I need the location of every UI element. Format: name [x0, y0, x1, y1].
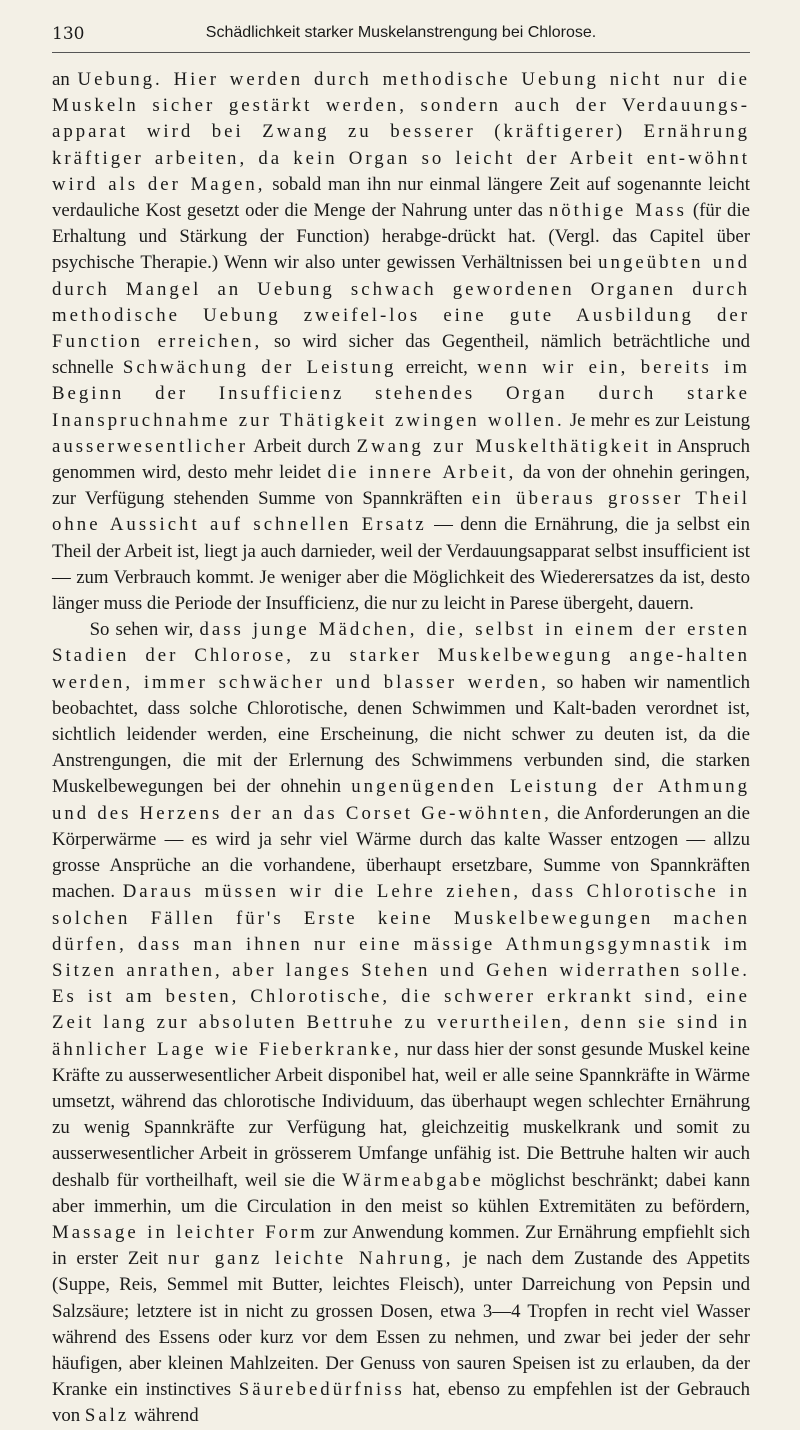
text-run: während: [129, 1405, 199, 1427]
text-run: möglichst beschränkt; dabei kann aber immerhin, um die Circulation in den meist so kühlen Extremitäten zu befördern,: [52, 1169, 750, 1217]
page-header: [52, 22, 750, 53]
paragraph-1: [52, 67, 750, 617]
emphasized-text: ungenügenden Leistung der Athmung und des Herzens der an das Corset Ge-wöhnten,: [52, 776, 750, 824]
text-run: Arbeit durch: [248, 435, 357, 457]
text-run: So sehen wir,: [89, 619, 200, 641]
emphasized-text: Salz: [84, 1405, 130, 1427]
body-text: [52, 67, 750, 1430]
text-run: so haben wir namentlich beobachtet, dass solche Chlorotische, denen Schwimmen und Kalt-baden verordnet ist, sichtlich leidender werden, eine Erscheinung, die nicht schwer zu deuten ist, da die Anstrengungen, die mit der Erlernung des Schwimmens verbunden sind, die starken Muskelbewegungen bei der ohnehin: [52, 671, 750, 798]
text-run: die Anforderungen an die Körperwärme — es wird ja sehr viel Wärme durch das kalte Wasser entzogen — allzu grosse Ansprüche an die vorhandene, überhaupt ersetzbare, Summe von Spannkräften machen.: [52, 802, 750, 903]
emphasized-text: nöthige Mass: [548, 200, 687, 222]
emphasized-text: ein überaus grosser Theil ohne Aussicht auf schnellen Ersatz: [52, 488, 750, 536]
emphasized-text: die innere Arbeit,: [327, 462, 517, 484]
emphasized-text: Säurebedürfniss: [238, 1379, 405, 1401]
text-run: zur Anwendung kommen. Zur Ernährung empfiehlt sich in erster Zeit: [52, 1221, 751, 1270]
text-run: hat, ebenso zu empfehlen ist der Gebrauch von: [52, 1379, 750, 1427]
running-title: Schädlichkeit starker Muskelanstrengung bei Chlorose.: [205, 24, 597, 41]
emphasized-text: wenn wir ein, bereits im Beginn der Insufficienz stehendes Organ durch starke Inanspruchnahme zur Thätigkeit zwingen wollen.: [52, 357, 751, 431]
emphasized-text: ungeübten und durch Mangel an Uebung schwach gewordenen Organen durch methodische Uebung zweifel-los eine gute Ausbildung der Function erreichen,: [52, 252, 750, 353]
text-run: da von der ohnehin geringen, zur Verfügung stehenden Summe von Spannkräften: [52, 462, 750, 510]
text-run: so wird sicher das Gegentheil, nämlich beträchtliche und schnelle: [52, 331, 750, 379]
emphasized-text: Schwächung der Leistung: [122, 357, 397, 379]
emphasized-text: Uebung. Hier werden durch methodische Uebung nicht nur die Muskeln sicher gestärkt werden, sondern auch der Verdauungs-apparat wird bei Zwang zu besserer (kräftigerer) Ernährung kräftiger arbeiten, da kein Organ so leicht der Arbeit ent-wöhnt wird als der Magen,: [52, 69, 750, 195]
text-run: nur dass hier der sonst gesunde Muskel keine Kräfte zu ausserwesentlicher Arbeit disponibel hat, weil er alle seine Spannkräfte in Wärme umsetzt, während das chlorotische Individuum, das überhaupt wegen schlechter Ernährung zu wenig Spannkräfte zur Verfügung hat, gleichzeitig muskelkrank und somit zu ausserwesentlicher Arbeit in grösserem Umfange unfähig ist. Die Bettruhe halten wir auch deshalb für vortheilhaft, weil sie die: [52, 1038, 750, 1191]
text-run: Je mehr es zur Leistung: [564, 409, 751, 431]
text-run: (für die Erhaltung und Stärkung der Function) herabge-drückt hat. (Vergl. das Capitel über psychische Therapie.) Wenn wir also unter gewissen Verhältnissen bei: [52, 200, 751, 274]
emphasized-text: Wärmeabgabe: [342, 1169, 484, 1191]
emphasized-text: nur ganz leichte Nahrung,: [167, 1248, 454, 1270]
emphasized-text: ausserwesentlicher: [52, 435, 248, 457]
text-run: an: [52, 69, 78, 90]
text-run: in Anspruch genommen wird, desto mehr leidet: [52, 435, 750, 484]
emphasized-text: Massage in leichter Form: [52, 1221, 318, 1243]
text-run: — denn die Ernährung, die ja selbst ein Theil der Arbeit ist, liegt ja auch darnieder, weil der Verdauungsapparat selbst insufficient ist — zum Verbrauch kommt. Je weniger aber die Möglichkeit des Wiederersatzes da ist, desto länger muss die Periode der Insufficienz, die nur zu leicht in Parese übergeht, dauern.: [52, 514, 750, 615]
text-run: erreicht,: [396, 357, 478, 379]
paragraph-2: [52, 617, 750, 1429]
emphasized-text: Zwang zur Muskelthätigkeit: [356, 435, 651, 457]
emphasized-text: dass junge Mädchen, die, selbst in einem der ersten Stadien der Chlorose, zu starker Muskelbewegung ange-halten werden, immer schwächer und blasser werden,: [52, 619, 750, 693]
emphasized-text: Daraus müssen wir die Lehre ziehen, dass Chlorotische in solchen Fällen für's Erste keine Muskelbewegungen machen dürfen, dass man ihnen nur eine mässige Athmungsgymnastik im Sitzen anrathen, aber langes Stehen und Gehen widerrathen solle. Es ist am besten, Chlorotische, die schwerer erkrankt sind, eine Zeit lang zur absoluten Bettruhe zu verurtheilen, denn sie sind in ähnlicher Lage wie Fieberkranke,: [52, 881, 750, 1060]
page-number: 130: [52, 24, 85, 44]
text-run: sobald man ihn nur einmal längere Zeit auf sogenannte leicht verdauliche Kost gesetzt oder die Menge der Nahrung unter das: [52, 173, 750, 222]
text-run: je nach dem Zustande des Appetits (Suppe, Reis, Semmel mit Butter, leichtes Fleisch), unter Darreichung von Pepsin und Salzsäure; letztere ist in nicht zu grossen Dosen, etwa 3—4 Tropfen in recht viel Wasser während des Essens oder kurz vor dem Essen zu nehmen, und zwar bei jeder der sehr häufigen, aber kleinen Mahlzeiten. Der Genuss von sauren Speisen ist zu erlauben, da der Kranke ein instinctives: [52, 1248, 750, 1401]
